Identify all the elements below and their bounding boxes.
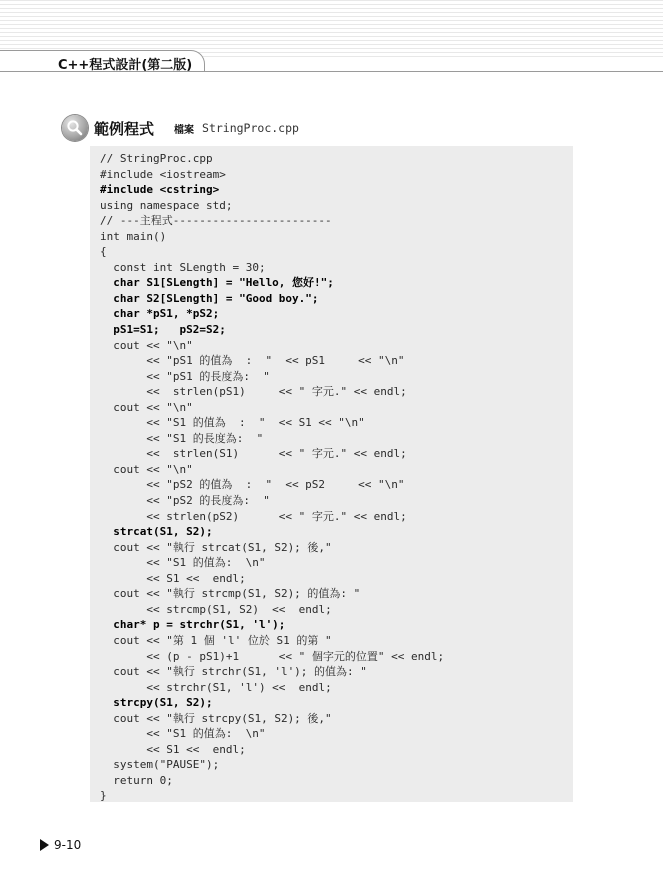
code-line: << S1 << endl;	[100, 742, 246, 756]
code-line: << "S1 的值為: \n"	[100, 727, 266, 741]
code-line: cout << "執行 strcpy(S1, S2); 後,"	[100, 711, 332, 725]
book-title: C++程式設計(第二版)	[58, 58, 193, 73]
code-line: << "pS2 的長度為: "	[100, 494, 270, 508]
code-line: cout << "第 1 個 'l' 位於 S1 的第 "	[100, 633, 332, 647]
file-label: 檔案	[174, 124, 195, 136]
code-line: << "S1 的值為: \n"	[100, 556, 266, 570]
code-line: system("PAUSE");	[100, 758, 220, 772]
code-line: char* p = strchr(S1, 'l');	[100, 618, 286, 632]
code-line: strcat(S1, S2);	[100, 525, 213, 539]
magnifier-icon	[62, 115, 88, 141]
code-line: return 0;	[100, 773, 173, 787]
code-line: {	[100, 245, 107, 259]
code-line: cout << "執行 strcmp(S1, S2); 的值為: "	[100, 587, 361, 601]
triangle-right-icon	[40, 839, 49, 851]
code-line: << "pS2 的值為 : " << pS2 << "\n"	[100, 478, 405, 492]
code-line: #include <cstring>	[100, 183, 220, 197]
code-line: const int SLength = 30;	[100, 260, 266, 274]
code-line: pS1=S1; pS2=S2;	[100, 323, 226, 337]
code-line: #include <iostream>	[100, 167, 226, 181]
code-line: strcpy(S1, S2);	[100, 696, 213, 710]
code-line: cout << "\n"	[100, 338, 193, 352]
section-heading	[62, 114, 299, 142]
code-line: char S1[SLength] = "Hello, 您好!";	[100, 276, 334, 290]
file-name: StringProc.cpp	[202, 121, 299, 135]
code-line: char S2[SLength] = "Good boy.";	[100, 291, 319, 305]
footer	[40, 838, 81, 852]
code-line: << strcmp(S1, S2) << endl;	[100, 602, 332, 616]
code-line: << "S1 的值為 : " << S1 << "\n"	[100, 416, 365, 430]
code-line: // StringProc.cpp	[100, 152, 213, 165]
code-line: cout << "\n"	[100, 400, 193, 414]
code-line: cout << "執行 strchr(S1, 'l'); 的值為: "	[100, 665, 367, 679]
code-line: char *pS1, *pS2;	[100, 307, 220, 321]
code-line: cout << "執行 strcat(S1, S2); 後,"	[100, 540, 332, 554]
code-line: << (p - pS1)+1 << " 個字元的位置" << endl;	[100, 649, 445, 663]
code-line: << S1 << endl;	[100, 571, 246, 585]
code-line: using namespace std;	[100, 198, 233, 212]
code-line: << strlen(S1) << " 字元." << endl;	[100, 447, 407, 461]
code-line: int main()	[100, 229, 167, 243]
code-line: << strlen(pS2) << " 字元." << endl;	[100, 509, 407, 523]
code-line: << "pS1 的值為 : " << pS1 << "\n"	[100, 354, 405, 368]
code-line: }	[100, 789, 107, 803]
code-line: // ---主程式------------------------	[100, 214, 332, 228]
code-line: << strlen(pS1) << " 字元." << endl;	[100, 385, 407, 399]
code-listing	[100, 151, 444, 804]
code-line: << strchr(S1, 'l') << endl;	[100, 680, 332, 694]
section-title: 範例程式	[94, 119, 155, 138]
page-number: 9-10	[54, 838, 82, 852]
code-line: << "S1 的長度為: "	[100, 431, 264, 445]
code-line: << "pS1 的長度為: "	[100, 369, 270, 383]
code-line: cout << "\n"	[100, 462, 193, 476]
